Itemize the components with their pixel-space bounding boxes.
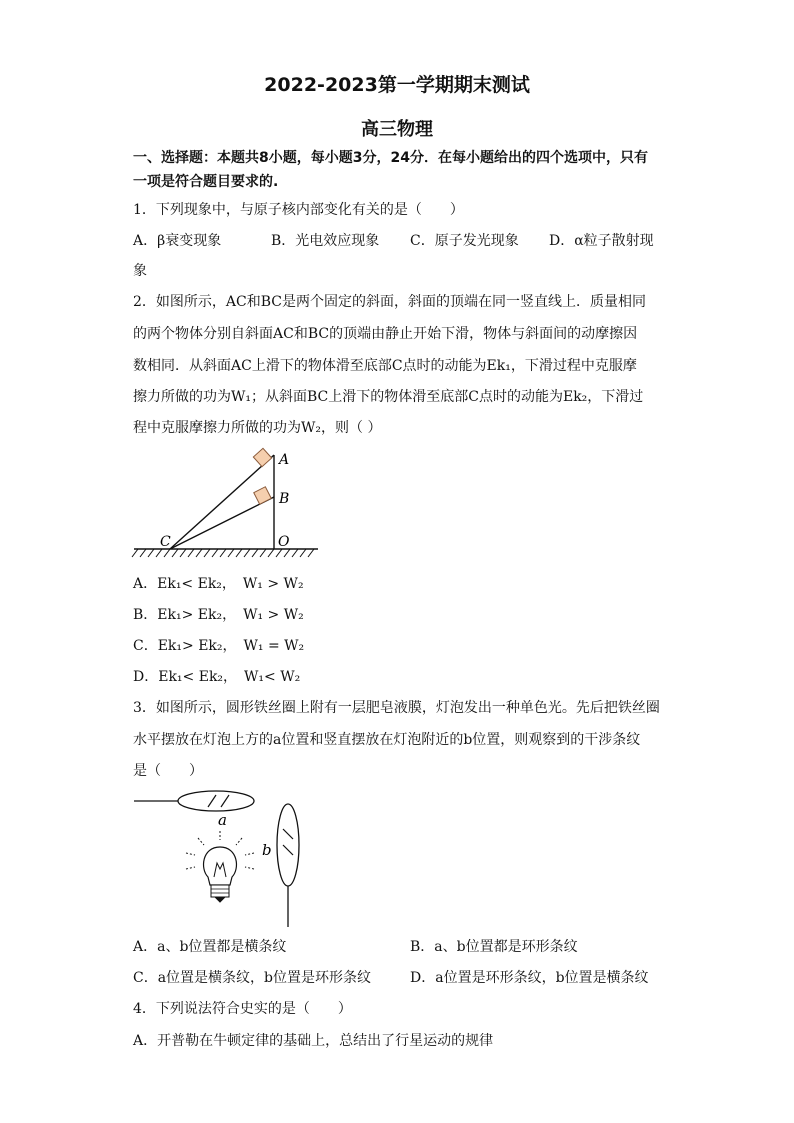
label-a: A <box>279 452 290 468</box>
q2-stem-line1: 2．如图所示，AC和BC是两个固定的斜面，斜面的顶端在同一竖直线上．质量相同 <box>133 294 646 310</box>
exam-title: 2022-2023第一学期期末测试 <box>264 74 530 96</box>
q3-option-d: D．a位置是环形条纹，b位置是横条纹 <box>410 970 649 986</box>
label-o: O <box>278 534 290 550</box>
q3-option-b: B．a、b位置都是环形条纹 <box>410 939 578 955</box>
q1-option-b: B．光电效应现象 <box>271 233 380 249</box>
q2-stem-line3: 数相同．从斜面AC上滑下的物体滑至底部C点时的动能为Ek₁，下滑过程中克服摩 <box>133 358 637 374</box>
q2-option-c: C．Ek₁> Ek₂， W₁ = W₂ <box>133 638 305 654</box>
q2-stem-line4: 擦力所做的功为W₁；从斜面BC上滑下的物体滑至底部C点时的动能为Ek₂，下滑过 <box>133 389 644 405</box>
q3-option-a: A．a、b位置都是横条纹 <box>133 939 287 955</box>
incline-diagram <box>128 445 328 567</box>
exam-subtitle: 高三物理 <box>361 119 433 140</box>
label-b: B <box>279 491 290 507</box>
soap-film-diagram <box>128 785 328 930</box>
label-position-b: b <box>262 841 272 859</box>
q2-stem-line5: 程中克服摩擦力所做的功为W₂，则（ ） <box>133 420 382 436</box>
q1-option-d: D．α粒子散射现 <box>549 233 654 249</box>
q2-option-a: A．Ek₁< Ek₂， W₁ > W₂ <box>133 576 304 592</box>
q1-option-a: A．β衰变现象 <box>133 233 222 249</box>
q3-stem-line2: 水平摆放在灯泡上方的a位置和竖直摆放在灯泡附近的b位置，则观察到的干涉条纹 <box>133 732 641 748</box>
q3-option-c: C．a位置是横条纹，b位置是环形条纹 <box>133 970 372 986</box>
q2-option-b: B．Ek₁> Ek₂， W₁ > W₂ <box>133 607 304 623</box>
q4-stem: 4．下列说法符合史实的是（ ） <box>133 1001 352 1017</box>
q2-option-d: D．Ek₁< Ek₂， W₁< W₂ <box>133 669 301 685</box>
q1-option-d-cont: 象 <box>133 263 147 279</box>
q2-stem-line2: 的两个物体分别自斜面AC和BC的顶端由静止开始下滑，物体与斜面间的动摩擦因 <box>133 326 638 342</box>
q3-stem-line1: 3．如图所示，圆形铁丝圈上附有一层肥皂液膜，灯泡发出一种单色光。先后把铁丝圈 <box>133 700 660 716</box>
q1-stem: 1．下列现象中，与原子核内部变化有关的是（ ） <box>133 202 464 218</box>
label-position-a: a <box>218 811 227 829</box>
q4-option-a: A．开普勒在牛顿定律的基础上，总结出了行星运动的规律 <box>133 1033 494 1049</box>
q3-stem-line3: 是（ ） <box>133 763 203 779</box>
label-c: C <box>160 534 171 550</box>
section-heading-line1: 一、选择题：本题共8小题，每小题3分，24分．在每小题给出的四个选项中，只有 <box>133 150 648 166</box>
q1-option-c: C．原子发光现象 <box>410 233 519 249</box>
section-heading-line2: 一项是符合题目要求的. <box>133 174 279 190</box>
